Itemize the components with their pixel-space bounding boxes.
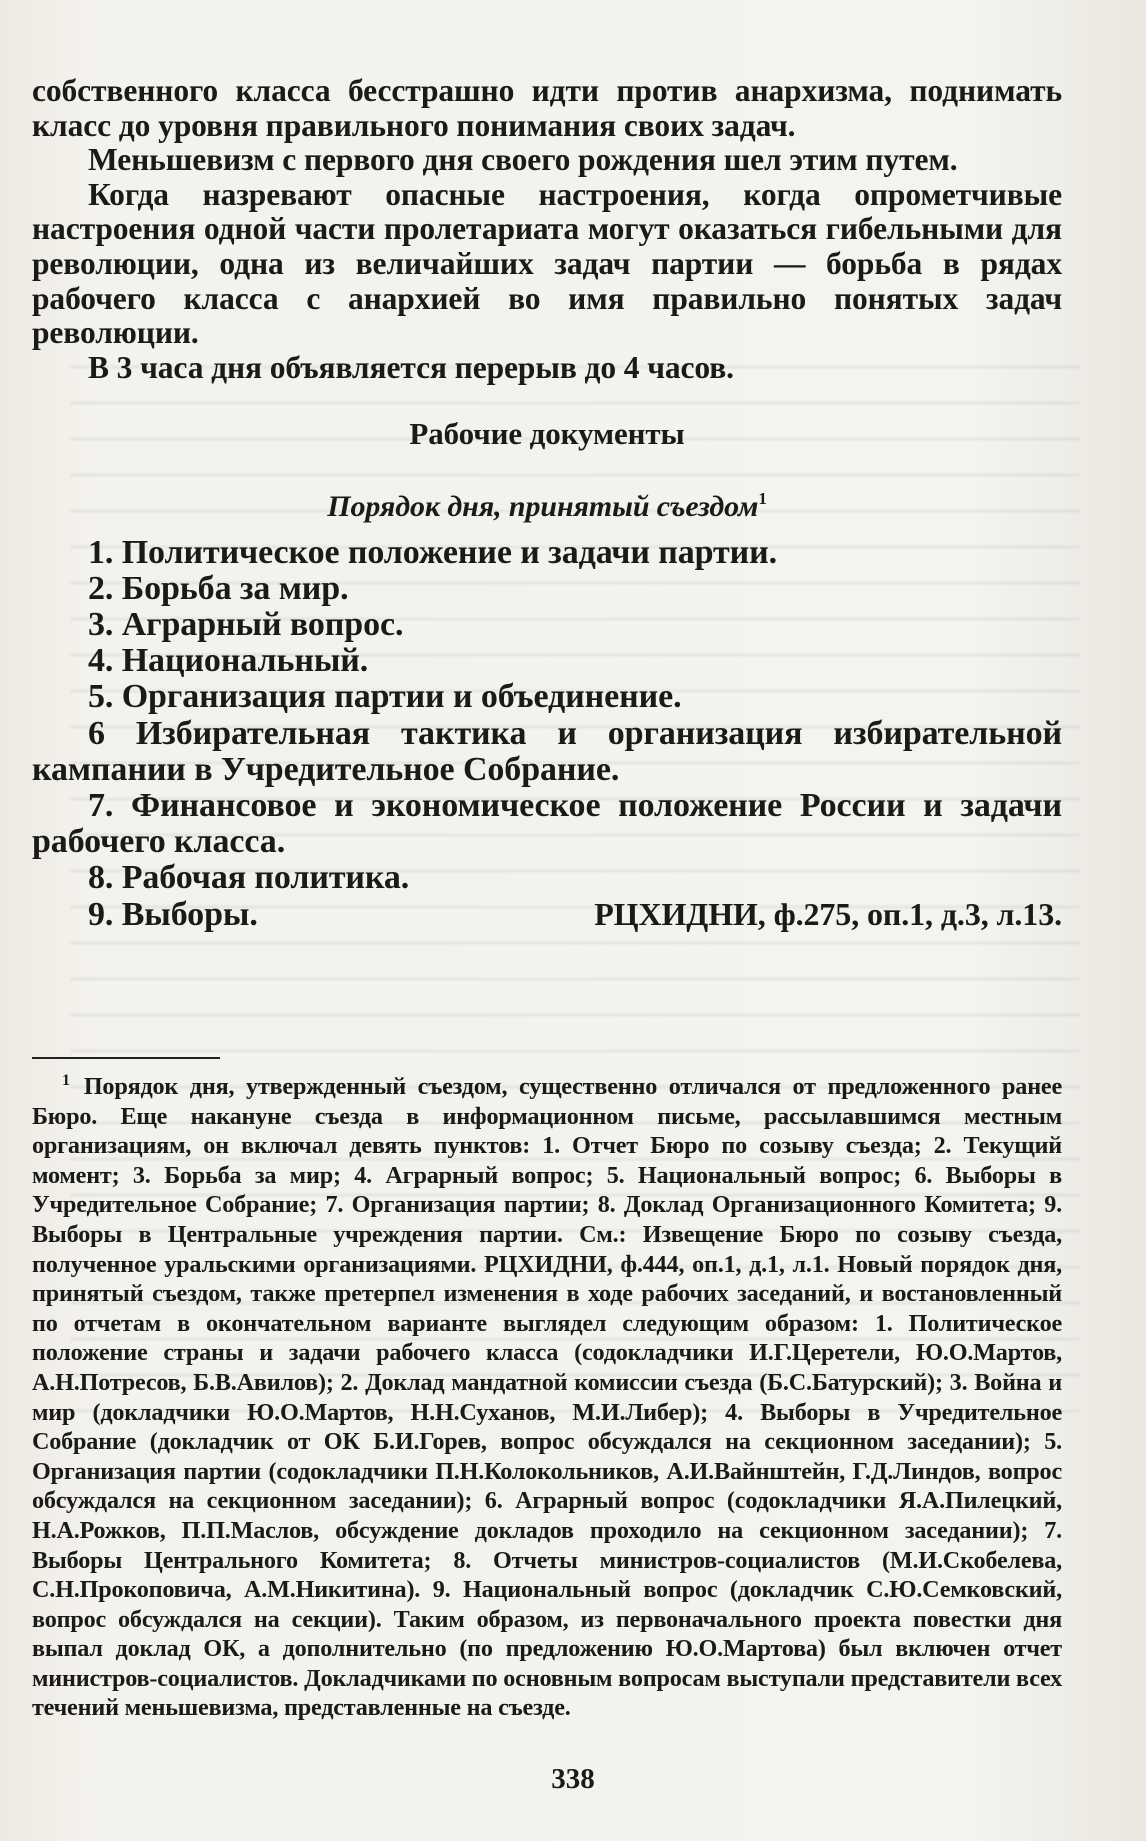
agenda-title-text: Порядок дня, принятый съездом (327, 489, 759, 523)
agenda-item-9: 9. Выборы. (88, 895, 258, 933)
main-text (32, 74, 1062, 931)
agenda-item-8: 8. Рабочая политика. (88, 859, 410, 897)
archive-source: РЦХИДНИ, ф.275, оп.1, д.3, л.13. (594, 895, 1062, 932)
agenda-item-4: 4. Национальный. (88, 642, 369, 680)
paragraph-continuation: собственного класса бесстрашно идти против анархизма, поднимать класс до уровня правильного понимания своих задач. (32, 73, 1062, 143)
agenda-item-5: 5. Организация партии и объединение. (88, 678, 682, 716)
paragraph-break: В 3 часа дня объявляется перерыв до 4 часов. (88, 349, 734, 385)
agenda-item-7: 7. Финансовое и экономическое положение России и задачи рабочего класса. (32, 786, 1062, 861)
agenda-item-2: 2. Борьба за мир. (88, 569, 349, 607)
footnote-ref: 1 (758, 488, 767, 508)
footnote-mark: 1 (62, 1072, 70, 1089)
paragraph-anarchy: Когда назревают опасные настроения, когда опрометчивые настроения одной части пролетариата могут оказаться гибельными для революции, одна из величайших задач партии — борьба в рядах рабочего класса с анархией во имя правильно понятых задач революции. (32, 176, 1062, 351)
page-number: 338 (551, 1763, 595, 1795)
footnote-text: Порядок дня, утвержденный съездом, существенно отличался от предложенного ранее Бюро. Еще накануне съезда в информационном письме, рассылавшимся местным организациям, он включал девять пунктов: 1. Отчет Бюро по созыву съезда; 2. Текущий момент; 3. Борьба за мир; 4. Аграрный вопрос; 5. Национальный вопрос; 6. Выборы в Учредительное Собрание; 7. Организация партии; 8. Доклад Организационного Комитета; 9. Выборы в Центральные учреждения партии. См.: Извещение Бюро по созыву съезда, полученное уральскими организациями. РЦХИДНИ, ф.444, оп.1, д.1, л.1. Новый порядок дня, принятый съездом, также претерпел изменения в ходе рабочих заседаний, и востановленный по отчетам в окончательном варианте выглядел следующим образом: 1. Политическое положение страны и задачи рабочего класса (содокладчики И.Г.Церетели, Ю.О.Мартов, А.Н.Потресов, Б.В.Авилов); 2. Доклад мандатной комиссии съезда (Б.С.Батурский); 3. Война и мир (докладчики Ю.О.Мартов, Н.Н.Суханов, М.И.Либер); 4. Выборы в Учредительное Собрание (докладчик от ОК Б.И.Горев, вопрос обсуждался на секционном заседании); 5. Организация партии (содокладчики П.Н.Колокольников, А.И.Вайнштейн, Г.Д.Линдов, вопрос обсуждался на секционном заседании); 6. Аграрный вопрос (содокладчики Я.А.Пилецкий, Н.А.Рожков, П.П.Маслов, обсуждение докладов проходило на секционном заседании); 7. Выборы Центрального Комитета; 8. Отчеты министров-социалистов (М.И.Скобелева, С.Н.Прокоповича, А.М.Никитина). 9. Национальный вопрос (докладчик С.Ю.Семковский, вопрос обсуждался на секции). Таким образом, из первоначального проекта повестки дня выпал доклад ОК, а дополнительно (по предложению Ю.О.Мартова) был включен отчет министров-социалистов. Докладчиками по основным вопросам выступали представители всех течений меньшевизма, представленные на съезде. (32, 1073, 1062, 1722)
footnote-divider (32, 1057, 220, 1059)
agenda-item-3: 3. Аграрный вопрос. (88, 605, 404, 643)
agenda-item-6: 6 Избирательная тактика и организация избирательной кампании в Учредительное Собрание. (32, 714, 1062, 788)
paragraph-mensheviks: Меньшевизм с первого дня своего рождения шел этим путем. (88, 142, 958, 178)
footnote (32, 1066, 1062, 1723)
section-heading: Рабочие документы (409, 416, 685, 452)
agenda-item-1: 1. Политическое положение и задачи партии. (88, 533, 777, 571)
agenda-title (32, 482, 1062, 525)
